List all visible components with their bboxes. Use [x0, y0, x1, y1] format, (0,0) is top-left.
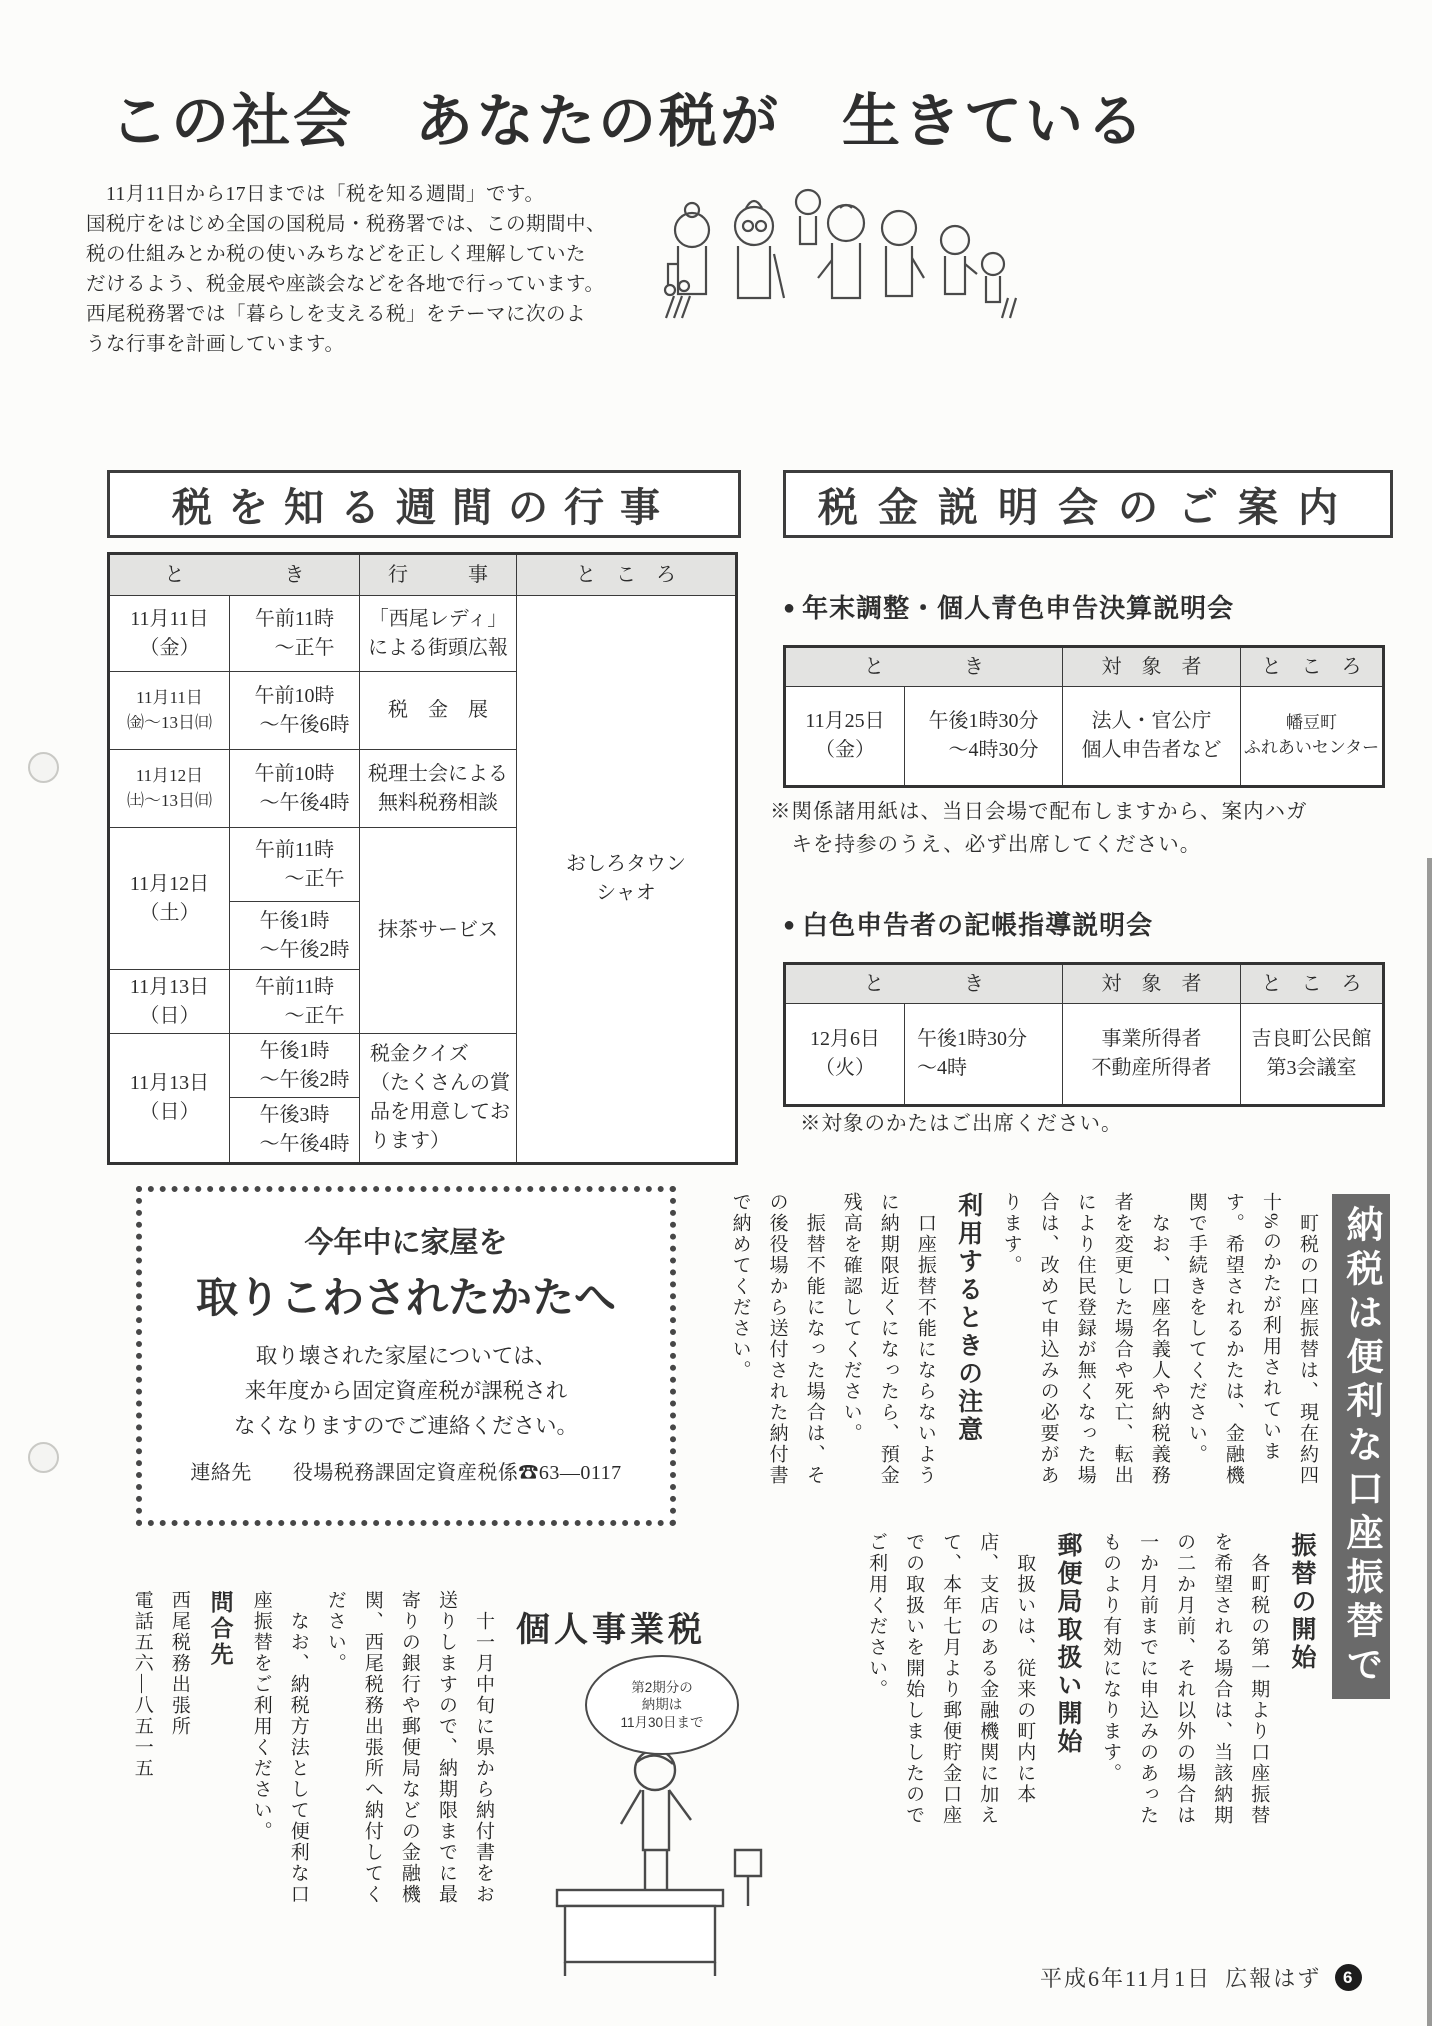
demolition-body: 取り壊された家屋については、 来年度から固定資産税が課税され なくなりますのでご連絡ください。	[233, 1344, 578, 1438]
col-header-when: と き	[109, 554, 360, 596]
cell-time: 午後1時 ～午後2時	[230, 1034, 360, 1098]
scan-edge	[1427, 858, 1432, 2026]
page-number-badge: 6	[1335, 1964, 1362, 1991]
koza-article-upper	[690, 1192, 1326, 1498]
demolition-contact: 連絡先 役場税務課固定資産税係☎63―0117	[190, 1462, 622, 1484]
cell-location: おしろタウン シャオ	[517, 596, 737, 1164]
koza-paragraph: 口座振替不能にならないように納期限近くになったら、預金残高を確認してください。	[840, 1192, 936, 1486]
page-title: この社会 あなたの税が 生きている	[110, 89, 1148, 154]
koza-heading-furikae: 振替の開始	[1288, 1532, 1316, 1672]
kojin-article-body	[110, 1590, 502, 1920]
cell-place: 幡豆町 ふれあいセンター	[1241, 687, 1384, 787]
koza-paragraph: なお、口座名義人や納税義務者を変更した場合や死亡、転出により住民登録が無くなった場合は、改めて申込みの必要があります。	[1000, 1192, 1170, 1486]
cell-event: 「西尾レディ」 による街頭広報	[360, 596, 517, 672]
cell-time: 午後1時30分 ～4時	[905, 1004, 1063, 1106]
koza-article-lower	[800, 1532, 1326, 1832]
col-header-when: と き	[785, 647, 1063, 687]
cell-date: 11月12日 （土）	[109, 828, 230, 970]
kojin-headline: 個人事業税	[516, 1611, 706, 1649]
col-header-where: と こ ろ	[1241, 647, 1384, 687]
cell-event: 税金クイズ （たくさんの賞 品を用意してお ります）	[360, 1034, 517, 1164]
col-header-where: と こ ろ	[1241, 964, 1384, 1004]
col-header-target: 対 象 者	[1063, 647, 1241, 687]
tax-week-title: 税を知る週間の行事	[107, 470, 741, 538]
cell-time: 午後3時 ～午後4時	[230, 1098, 360, 1164]
seminar-note-1: ※関係諸用紙は、当日会場で配布しますから、案内ハガ キを持参のうえ、必ず出席してください。	[770, 801, 1308, 856]
cell-date: 12月6日 （火）	[785, 1004, 905, 1106]
cell-time: 午後1時30分 ～4時30分	[905, 687, 1063, 787]
kojin-contact-office: 西尾税務出張所	[168, 1590, 190, 1737]
seminar-section1-heading: ● 年末調整・個人青色申告決算説明会	[783, 593, 1235, 623]
col-header-when: と き	[785, 964, 1063, 1004]
family-illustration	[650, 168, 1020, 353]
kojin-contact-label: 問合先	[207, 1590, 234, 1668]
cell-time: 午前11時 ～正午	[230, 970, 360, 1034]
koza-heading-riyo: 利用するときの注意	[954, 1192, 983, 1444]
koza-paragraph: 各町税の第一期より口座振替を希望される場合は、当該納期の二か月前、それ以外の場合は一か月前までに申込みのあったものより有効になります。	[1100, 1532, 1270, 1826]
kojin-contact-phone: 電話五六―八五一五	[131, 1590, 153, 1779]
cell-event: 税 金 展	[360, 672, 517, 750]
col-header-event: 行 事	[360, 554, 517, 596]
demolition-title-large: 取りこわされたかたへ	[195, 1274, 616, 1321]
footer-date: 平成6年11月1日	[1040, 1966, 1212, 1991]
cell-target: 事業所得者 不動産所得者	[1063, 1004, 1241, 1106]
col-header-target: 対 象 者	[1063, 964, 1241, 1004]
cell-time: 午後1時 ～午後2時	[230, 902, 360, 970]
cell-date: 11月25日 （金）	[785, 687, 905, 787]
seminar-note-2: ※対象のかたはご出席ください。	[800, 1113, 1123, 1135]
bullet-icon: ●	[783, 597, 797, 619]
kojin-paragraph: 十一月中旬に県から納付書をお送りしますので、納期限までに最寄りの銀行や郵便局などの金融機関、西尾税務出張所へ納付してください。	[324, 1590, 494, 1905]
cell-date: 11月12日 ㈯～13日㈰	[109, 750, 230, 828]
demolition-title-small: 今年中に家屋を	[304, 1227, 508, 1259]
binding-hole	[28, 1442, 59, 1473]
koza-paragraph: 町税の口座振替は、現在約四十%のかたが利用されています。希望されるかたは、金融機関で手続きをしてください。	[1185, 1192, 1318, 1486]
cell-time: 午前11時 ～正午	[230, 828, 360, 902]
koza-paragraph: 振替不能になった場合は、その後役場から送付された納付書で納めてください。	[729, 1192, 825, 1486]
koza-paragraph: 取扱いは、従来の町内に本店、支店のある金融機関に加えて、本年七月より郵便貯金口座での取扱いを開始しましたのでご利用ください。	[866, 1532, 1036, 1826]
koza-heading-yubin: 郵便局取扱い開始	[1054, 1532, 1083, 1756]
cell-date: 11月13日 （日）	[109, 970, 230, 1034]
cell-date: 11月11日 ㈮～13日㈰	[109, 672, 230, 750]
seminar-table-1	[783, 645, 1385, 788]
cell-target: 法人・官公庁 個人申告者など	[1063, 687, 1241, 787]
cell-time: 午前11時 ～正午	[230, 596, 360, 672]
cell-date: 11月13日 （日）	[109, 1034, 230, 1164]
tax-week-table	[107, 552, 738, 1165]
koza-banner: 納税は便利な口座振替で	[1332, 1194, 1390, 1699]
demolition-notice-box	[136, 1186, 676, 1526]
intro-paragraph: 11月11日から17日までは「税を知る週間」です。 国税庁をはじめ全国の国税局・税務署では、この期間中、 税の仕組みとか税の使いみちなどを正しく理解していた だけるよう、税金展や座談会などを各地で行っています。 西尾税務署では「暮らしを支える税」をテーマに次のよ うな行事を計画しています。	[86, 184, 607, 355]
cell-event: 税理士会による 無料税務相談	[360, 750, 517, 828]
seminar-table-2	[783, 962, 1385, 1107]
kojin-paragraph: なお、納税方法として便利な口座振替をご利用ください。	[250, 1590, 309, 1905]
seminar-section2-heading: ● 白色申告者の記帳指導説明会	[783, 910, 1154, 940]
cell-event: 抹茶サービス	[360, 828, 517, 1034]
footer-publication: 広報はず	[1225, 1966, 1322, 1991]
cell-date: 11月11日 （金）	[109, 596, 230, 672]
cell-time: 午前10時 ～午後4時	[230, 750, 360, 828]
cell-time: 午前10時 ～午後6時	[230, 672, 360, 750]
bullet-icon: ●	[783, 914, 797, 936]
speech-bubble: 第2期分の 納期は 11月30日まで	[585, 1655, 739, 1755]
seminar-title: 税金説明会のご案内	[783, 470, 1393, 538]
page-footer	[1040, 1962, 1400, 1993]
cell-place: 吉良町公民館 第3会議室	[1241, 1004, 1384, 1106]
col-header-where: と こ ろ	[517, 554, 737, 596]
binding-hole	[28, 752, 59, 783]
